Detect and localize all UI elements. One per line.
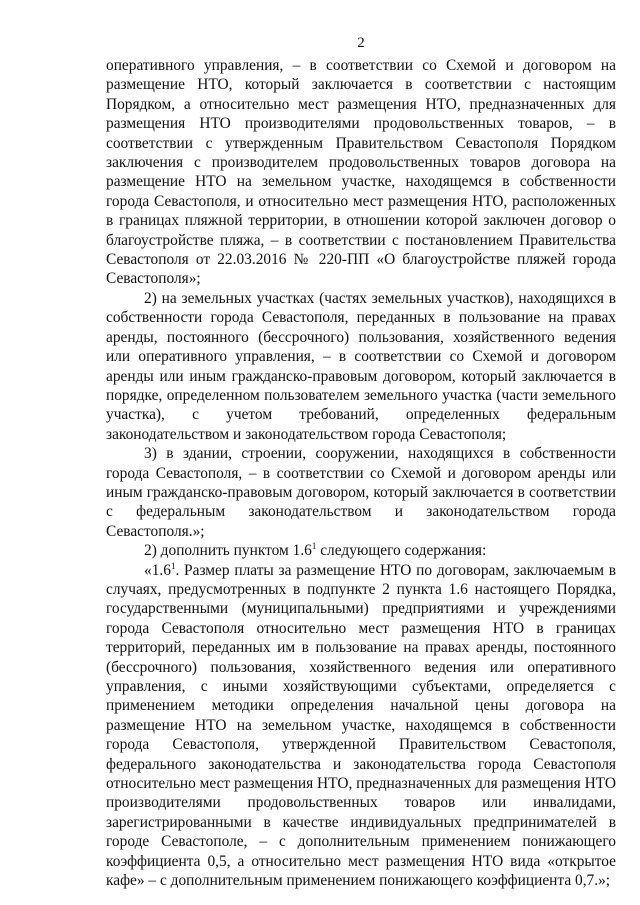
paragraph: «$1.6^1$. Размер платы за размещение НТО по договорам, заключаемым в случаях, предусмотренных в подпункте 2 пункта 1.6 настоящего Порядка, государственными (муниципальными) предприятиями и учреждениями города Севастополя относительно мест размещения НТО в границах территорий, переданных им в пользование на правах аренды, постоянного (бессрочного) пользования, хозяйственного ведения или оперативного управления, с иными хозяйствующими субъектами, определяется с применением методики определения начальной цены договора на размещение НТО на земельном участке, находящемся в собственности города Севастополя, утвержденной Правительством Севастополя, федерального законодательства и законодательства города Севастополя относительно мест размещения НТО, предназначенных для размещения НТО производителями продовольственных товаров или инвалидами, зарегистрированными в качестве индивидуальных предпринимателей в городе Севастополе, – с дополнительным применением понижающего коэффициента 0,5, а относительно мест размещения НТО вида «открытое кафе» – с дополнительным применением понижающего коэффициента 0,7.»;	[106, 560, 616, 890]
superscript: 1	[170, 560, 176, 571]
paragraph: 2) на земельных участках (частях земельных участков), находящихся в собственности города Севастополя, переданных в пользование на правах аренды, постоянного (бессрочного) пользования, хозяйственного ведения или оперативного управления, – в соответствии со Схемой и договором аренды или иным гражданско-правовым договором, который заключается в порядке, определенном пользователем земельного участка (части земельного участка), с учетом требований, определенных федеральным законодательством и законодательством города Севастополя;	[106, 289, 616, 443]
page-number: 2	[357, 35, 365, 51]
paragraph: 2) дополнить пунктом $1.6^1$ следующего содержания:	[144, 541, 487, 560]
paragraph: 3) в здании, строении, сооружении, находящихся в собственности города Севастополя, – в соответствии со Схемой и договором аренды или иным гражданско-правовым договором, который заключается в соответствии с федеральным законодательством и законодательством города Севастополя.»;	[106, 445, 616, 540]
document-body	[106, 56, 616, 890]
superscript: 1	[311, 541, 317, 552]
paragraph: оперативного управления, – в соответствии со Схемой и договором на размещение НТО, который заключается в соответствии с настоящим Порядком, а относительно мест размещения НТО, предназначенных для размещения НТО производителями продовольственных товаров, – в соответствии с утвержденным Правительством Севастополя Порядком заключения с производителем продовольственных товаров договора на размещение НТО на земельном участке, находящемся в собственности города Севастополя, и относительно мест размещения НТО, расположенных в границах пляжной территории, в отношении которой заключен договор о благоустройстве пляжа, – в соответствии с постановлением Правительства Севастополя от 22.03.2016 № 220-ПП «О благоустройстве пляжей города Севастополя»;	[106, 57, 616, 288]
